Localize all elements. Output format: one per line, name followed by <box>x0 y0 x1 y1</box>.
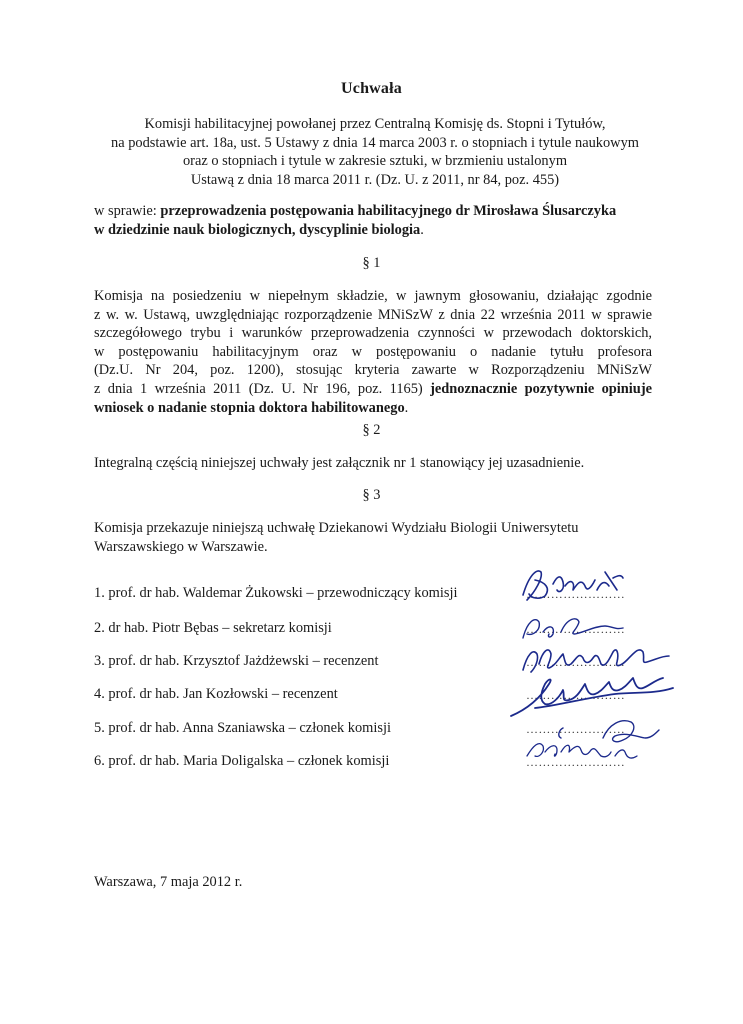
signature-3 <box>523 650 669 672</box>
section-3-line2: Warszawskiego w Warszawie. <box>94 538 268 555</box>
paragraph-line-6 <box>94 380 652 399</box>
preamble-line: oraz o stopniach i tytule w zakresie sztuki, w brzmieniu ustalonym <box>182 153 568 169</box>
member-name: 1. prof. dr hab. Waldemar Żukowski – przewodniczący komisji <box>94 585 458 601</box>
paragraph-line: (Dz.U. Nr 204, poz. 1200), stosując kryteria zawarte w Rozporządzeniu MNiSzW <box>94 362 652 379</box>
paragraph-line-6-bold: jednoznacznie pozytywnie opiniuje <box>430 380 652 397</box>
section-3-line1: Komisja przekazuje niniejszą uchwałę Dziekanowi Wydziału Biologii Uniwersytetu <box>94 520 579 536</box>
signature-line: …………………… <box>526 688 626 702</box>
section-1-paragraph <box>94 287 652 417</box>
signature-5 <box>559 721 659 742</box>
paragraph-line-7 <box>94 399 652 418</box>
section-2-sign: § 2 <box>362 422 381 438</box>
paragraph-line-7-suffix: . <box>404 399 409 416</box>
section-1-sign: § 1 <box>362 255 381 271</box>
paragraph-line-7-bold: wniosek o nadanie stopnia doktora habilitowanego <box>94 399 405 416</box>
preamble-line: Ustawą z dnia 18 marca 2011 r. (Dz. U. z 2011, nr 84, poz. 455) <box>190 171 560 188</box>
paragraph-line: szczegółowego trybu i warunków przeprowadzenia czynności w przewodach doktorskich, <box>94 325 652 342</box>
document-title: Uchwała <box>341 80 402 97</box>
signature-line: …………………… <box>526 722 626 736</box>
signature-2 <box>523 619 626 638</box>
subject-matter <box>94 202 654 239</box>
signature-1 <box>523 571 626 601</box>
section-3-sign: § 3 <box>362 487 381 503</box>
place-and-date: Warszawa, 7 maja 2012 r. <box>94 874 243 890</box>
member-name: 4. prof. dr hab. Jan Kozłowski – recenzent <box>94 686 338 702</box>
signature-line: …………………… <box>526 587 626 601</box>
preamble <box>60 115 690 189</box>
subject-bold-line1: przeprowadzenia postępowania habilitacyjnego dr Mirosława Ślusarczyka <box>160 203 617 219</box>
handwritten-signatures <box>505 560 685 780</box>
member-name: 6. prof. dr hab. Maria Doligalska – członek komisji <box>94 753 390 769</box>
subject-suffix: . <box>420 221 424 238</box>
section-2-text: Integralną częścią niniejszej uchwały jest załącznik nr 1 stanowiący jej uzasadnienie. <box>94 455 585 471</box>
section-3-paragraph <box>94 519 654 556</box>
member-name: 3. prof. dr hab. Krzysztof Jażdżewski – recenzent <box>94 653 379 669</box>
signature-4 <box>511 678 673 716</box>
signature-line: …………………… <box>526 655 626 669</box>
preamble-line: na podstawie art. 18a, ust. 5 Ustawy z dnia 14 marca 2003 r. o stopniach i tytule naukowym <box>111 134 639 151</box>
signature-6 <box>527 744 637 758</box>
paragraph-line: Komisja na posiedzeniu w niepełnym składzie, w jawnym głosowaniu, działając zgodnie <box>94 288 652 304</box>
paragraph-line: w postępowaniu habilitacyjnym oraz w postępowaniu o nadanie tytułu profesora <box>94 343 652 360</box>
paragraph-line-6-normal: z dnia 1 września 2011 (Dz. U. Nr 196, poz. 1165) <box>94 380 431 397</box>
member-name: 2. dr hab. Piotr Bębas – sekretarz komisji <box>94 620 332 636</box>
preamble-line: Komisji habilitacyjnej powołanej przez Centralną Komisję ds. Stopni i Tytułów, <box>144 116 606 132</box>
member-name: 5. prof. dr hab. Anna Szaniawska – członek komisji <box>94 720 391 736</box>
signature-line: …………………… <box>526 755 626 769</box>
subject-bold-line2: w dziedzinie nauk biologicznych, dyscyplinie biologia <box>94 221 421 238</box>
paragraph-line: z w. w. Ustawą, uwzględniając rozporządzenie MNiSzW z dnia 22 września 2011 w sprawie <box>94 306 652 323</box>
subject-prefix: w sprawie: <box>94 203 161 219</box>
signature-line: …………………… <box>526 622 626 636</box>
